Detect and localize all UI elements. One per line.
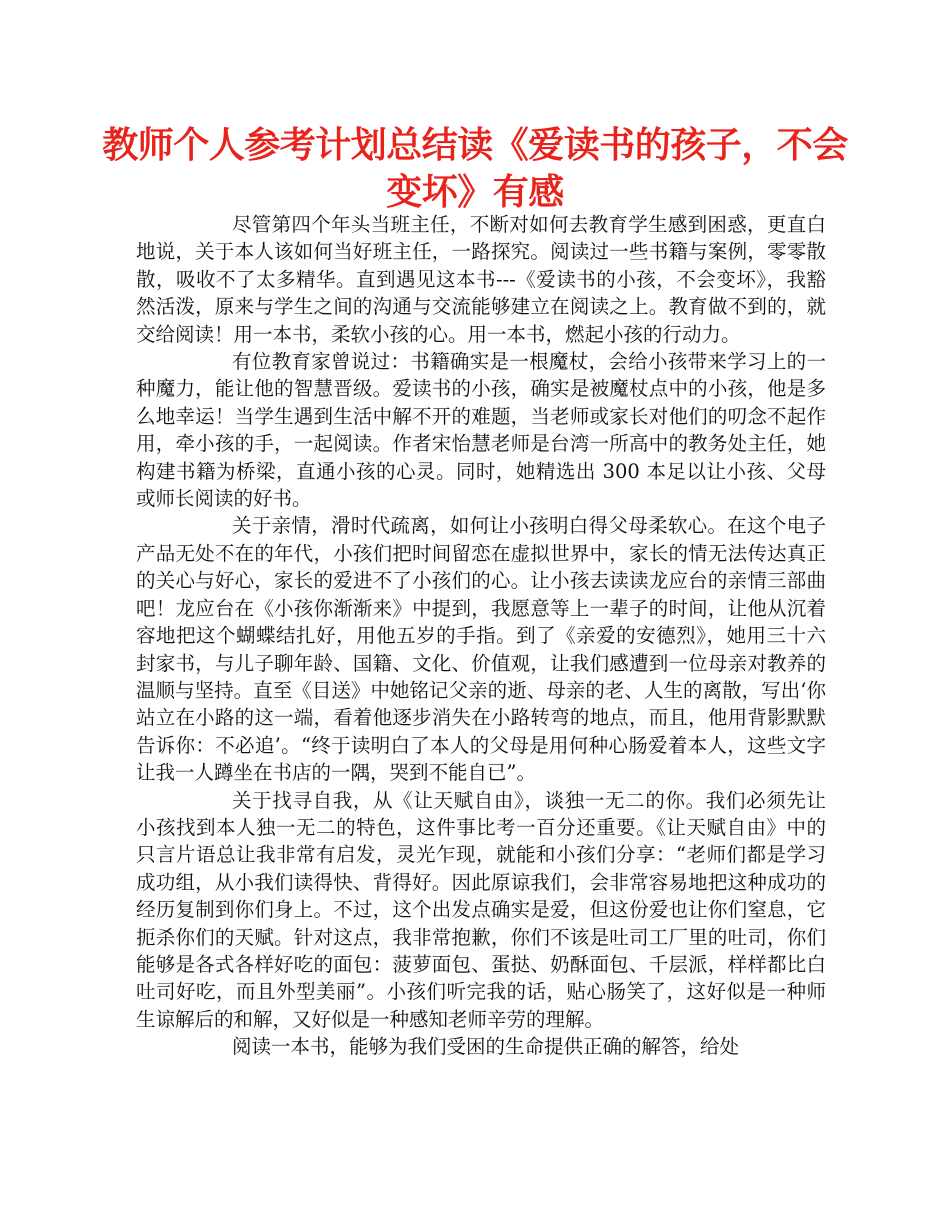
paragraph: 关于找寻自我，从《让天赋自由》，谈独一无二的你。我们必须先让小孩找到本人独一无二的特色，这件事比考一百分还重要。《让天赋自由》中的只言片语总让我非常有启发，灵光乍现，就能和小孩们分享：“老师们都是学习成功组，从小我们读得快、背得好。因此原谅我们，会非常容易地把这种成功的经历复制到你们身上。不过，这个出发点确实是爱，但这份爱也让你们窒息，它扼杀你们的天赋。针对这点，我非常抱歉，你们不该是吐司工厂里的吐司，你们能够是各式各样好吃的面包：菠萝面包、蛋挞、奶酥面包、千层派，样样都比白吐司好吃，而且外型美丽”。小孩们听完我的话，贴心肠笑了，这好似是一种师生谅解后的和解，又好似是一种感知老师辛劳的理解。 [136,788,826,1031]
document-body [136,211,826,1061]
paragraph: 阅读一本书，能够为我们受困的生命提供正确的解答，给处 [232,1035,740,1059]
paragraph: 关于亲情，滑时代疏离，如何让小孩明白得父母柔软心。在这个电子产品无处不在的年代，小孩们把时间留恋在虚拟世界中，家长的情无法传达真正的关心与好心，家长的爱进不了小孩们的心。让小孩去读读龙应台的亲情三部曲吧！龙应台在《小孩你渐渐来》中提到，我愿意等上一辈子的时间，让他从沉着容地把这个蝴蝶结扎好，用他五岁的手指。到了《亲爱的安德烈》，她用三十六封家书，与儿子聊年龄、国籍、文化、价值观，让我们感遭到一位母亲对教养的温顺与坚持。直至《目送》中她铭记父亲的逝、母亲的老、人生的离散，写出‘你站立在小路的这一端，看着他逐步消失在小路转弯的地点，而且，他用背影默默告诉你：不必追’。“终于读明白了本人的父母是用何种心肠爱着本人，这些文字让我一人蹲坐在书店的一隅，哭到不能自已”。 [136,514,826,785]
paragraph: 尽管第四个年头当班主任，不断对如何去教育学生感到困惑，更直白地说，关于本人该如何当好班主任，一路探究。阅读过一些书籍与案例，零零散散，吸收不了太多精华。直到遇见这本书---《爱读书的小孩，不会变坏》，我豁然活泼，原来与学生之间的沟通与交流能够建立在阅读之上。教育做不到的，就交给阅读！用一本书，柔软小孩的心。用一本书，燃起小孩的行动力。 [136,213,826,346]
paragraph: 有位教育家曾说过：书籍确实是一根魔杖，会给小孩带来学习上的一种魔力，能让他的智慧晋级。爱读书的小孩，确实是被魔杖点中的小孩，他是多么地幸运！当学生遇到生活中解不开的难题，当老师或家长对他们的叨念不起作用，牵小孩的手，一起阅读。作者宋怡慧老师是台湾一所高中的教务处主任，她构建书籍为桥梁，直通小孩的心灵。同时，她精选出 300 本足以让小孩、父母或师长阅读的好书。 [136,350,826,511]
document-title: 教师个人参考计划总结读《爱读书的孩子，不会变坏》有感 [102,125,848,213]
